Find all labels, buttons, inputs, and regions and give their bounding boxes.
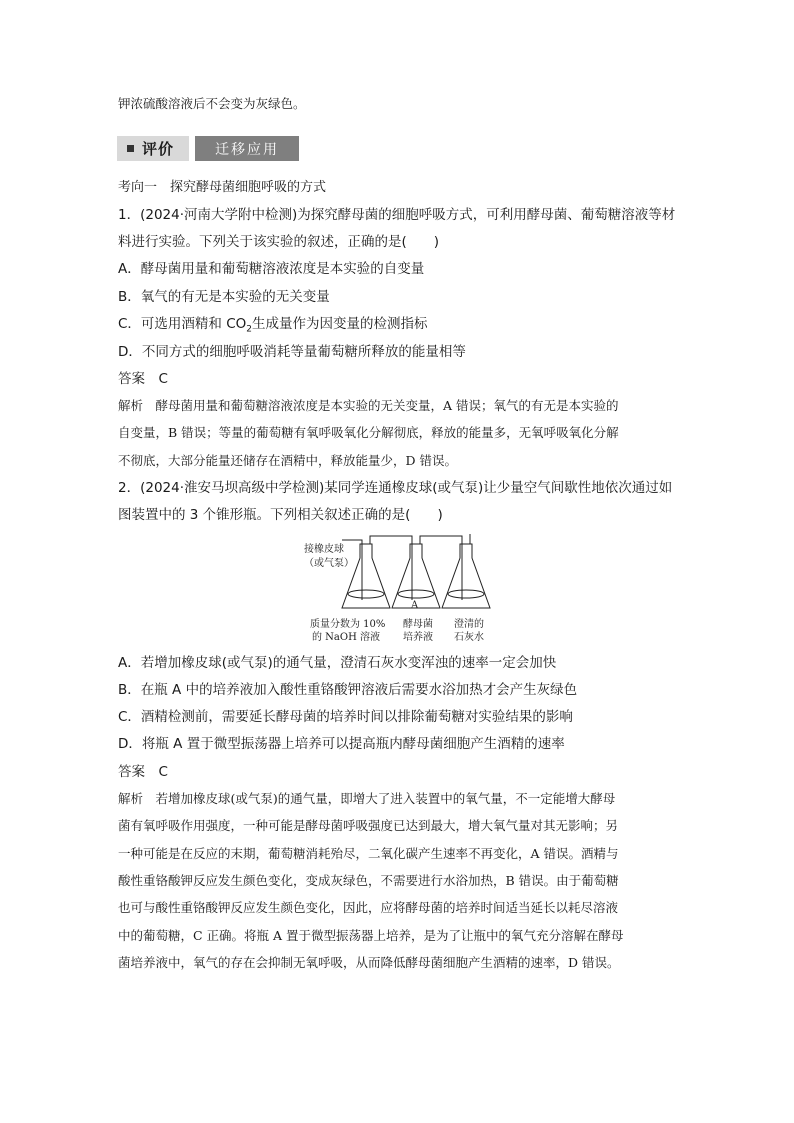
- q2-analysis-line-3: 一种可能是在反应的末期，葡萄糖消耗殆尽，二氧化碳产生速率不再变化，A 错误。酒精与: [118, 846, 619, 861]
- pump-label-line-1: 接橡皮球: [304, 544, 344, 555]
- q2-analysis-line-7: 菌培养液中，氧气的存在会抑制无氧呼吸，从而降低酵母菌细胞产生酒精的速率，D 错误。: [118, 955, 620, 970]
- badge-evaluate-label: 评价: [142, 140, 175, 158]
- flask-1-label-2: 的 NaOH 溶液: [312, 632, 380, 643]
- q1-answer: 答案 C: [118, 371, 168, 387]
- q2-analysis-line-6: 中的葡萄糖，C 正确。将瓶 A 置于微型振荡器上培养，是为了让瓶中的氧气充分溶解在酵母: [118, 928, 624, 943]
- q2-analysis-line-4: 酸性重铬酸钾反应发生颜色变化，变成灰绿色，不需要进行水浴加热，B 错误。由于葡萄糖: [118, 873, 619, 888]
- q1-option-d: D．不同方式的细胞呼吸消耗等量葡萄糖所释放的能量相等: [118, 344, 466, 360]
- carryover-line: 钾浓硫酸溶液后不会变为灰绿色。: [118, 96, 306, 111]
- badge-evaluate: [117, 136, 189, 161]
- q2-option-c: C．酒精检测前，需要延长酵母菌的培养时间以排除葡萄糖对实验结果的影响: [118, 709, 573, 725]
- q2-option-b: B．在瓶 A 中的培养液加入酸性重铬酸钾溶液后需要水浴加热才会产生灰绿色: [118, 682, 578, 698]
- q2-stem-line-2: 图装置中的 3 个锥形瓶。下列相关叙述正确的是( ): [118, 507, 443, 523]
- q2-answer: 答案 C: [118, 764, 168, 780]
- q1-option-a: A．酵母菌用量和葡萄糖溶液浓度是本实验的自变量: [118, 261, 425, 277]
- apparatus-figure: [300, 530, 500, 648]
- section-title: 考向一 探究酵母菌细胞呼吸的方式: [118, 180, 327, 195]
- flask-2-label-1: 酵母菌: [403, 619, 433, 630]
- q1-stem-line-1: 1．(2024·河南大学附中检测)为探究酵母菌的细胞呼吸方式，可利用酵母菌、葡萄糖溶液等材: [118, 207, 676, 223]
- flask-3-label-2: 石灰水: [454, 632, 484, 643]
- q1-option-c: C．可选用酒精和 $CO_2$生成量作为因变量的检测指标: [118, 316, 428, 335]
- q1-analysis-line-1: 解析 酵母菌用量和葡萄糖溶液浓度是本实验的无关变量，A 错误；氧气的有无是本实验的: [118, 398, 619, 413]
- q2-analysis-line-1: 解析 若增加橡皮球(或气泵)的通气量，即增大了进入装置中的氧气量，不一定能增大酵母: [118, 791, 616, 806]
- q2-analysis-line-5: 也可与酸性重铬酸钾反应发生颜色变化，因此，应将酵母菌的培养时间适当延长以耗尽溶液: [118, 900, 619, 915]
- flask-a-label: A: [411, 600, 419, 611]
- q1-stem-line-2: 料进行实验。下列关于该实验的叙述，正确的是( ): [118, 234, 440, 250]
- section-badge: [117, 136, 299, 161]
- flask-1-label-1: 质量分数为 10%: [310, 619, 386, 630]
- q2-analysis-line-2: 菌有氧呼吸作用强度，一种可能是酵母菌呼吸强度已达到最大，增大氧气量对其无影响；另: [118, 818, 619, 833]
- flask-2-label-2: 培养液: [403, 632, 433, 643]
- q2-stem-line-1: 2．(2024·淮安马坝高级中学检测)某同学连通橡皮球(或气泵)让少量空气间歇性地依次通过如: [118, 480, 673, 496]
- q1-option-b: B．氧气的有无是本实验的无关变量: [118, 289, 330, 305]
- q1-analysis-line-3: 不彻底，大部分能量还储存在酒精中，释放能量少，D 错误。: [118, 453, 457, 468]
- q2-option-d: D．将瓶 A 置于微型振荡器上培养可以提高瓶内酵母菌细胞产生酒精的速率: [118, 736, 565, 752]
- square-bullet-icon: [127, 145, 134, 152]
- flask-3-label-1: 澄清的: [454, 619, 484, 630]
- q2-option-a: A．若增加橡皮球(或气泵)的通气量，澄清石灰水变浑浊的速率一定会加快: [118, 655, 557, 671]
- badge-transfer: 迁移应用: [195, 136, 299, 161]
- q1-analysis-line-2: 自变量，B 错误；等量的葡萄糖有氧呼吸氧化分解彻底，释放的能量多，无氧呼吸氧化分解: [118, 425, 619, 440]
- pump-label-line-2: （或气泵）: [304, 558, 354, 569]
